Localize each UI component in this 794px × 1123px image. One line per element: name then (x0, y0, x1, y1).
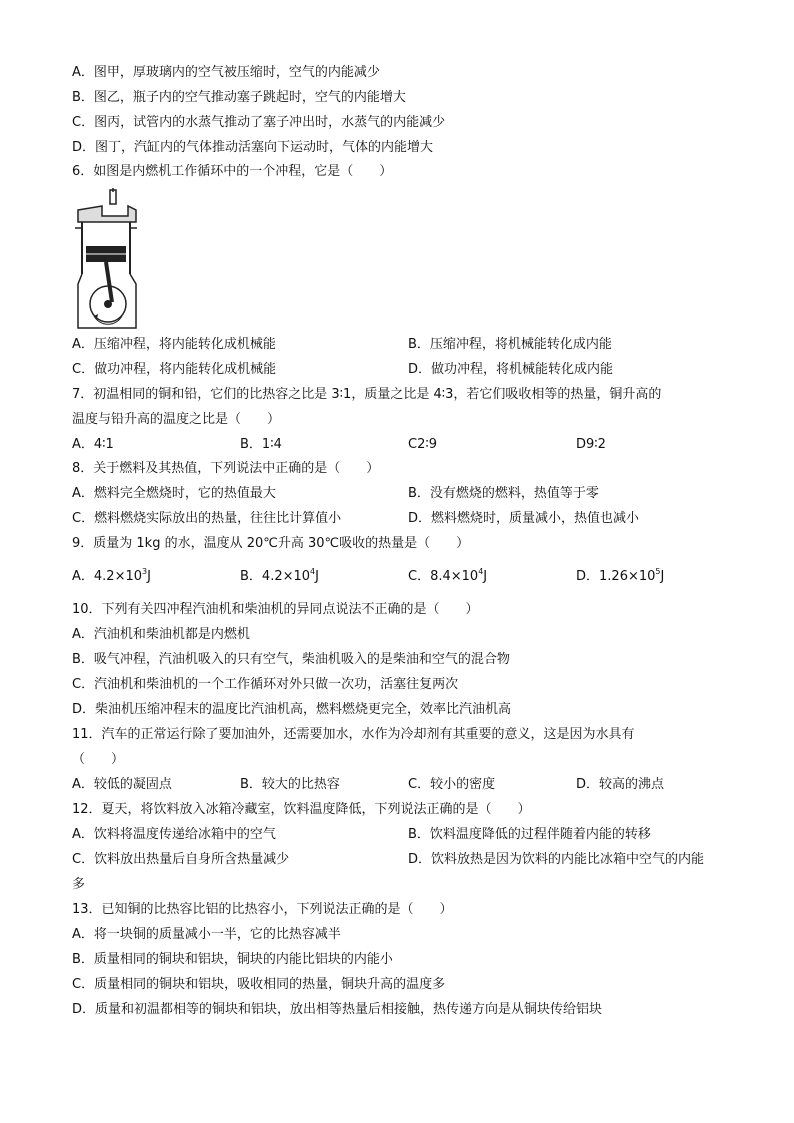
q13-stem: 13．已知铜的比热容比铝的比热容小，下列说法正确的是（ ） (72, 902, 453, 917)
q6-option-d: D．做功冲程，将机械能转化成内能 (408, 362, 614, 377)
q7-option-c: C2∶9 (408, 437, 438, 452)
q8-option-a: A．燃料完全燃烧时，它的热值最大 (72, 486, 276, 501)
q11-option-b: B．较大的比热容 (240, 777, 340, 792)
q9-option-c: C．$8.4\times 10^4J$ (408, 567, 488, 584)
q6-option-a: A．压缩冲程，将内能转化成机械能 (72, 337, 276, 352)
q7-stem-line1: 7．初温相同的铜和铅，它们的比热容之比是 3∶1，质量之比是 4∶3，若它们吸收相等的热量，铜升高的 (72, 387, 662, 402)
q11-option-c: C．较小的密度 (408, 777, 496, 792)
q11-stem-line2: （ ） (72, 752, 125, 767)
q5-option-d: D．图丁，汽缸内的气体推动活塞向下运动时，气体的内能增大 (72, 140, 434, 155)
q7-stem-line2: 温度与铅升高的温度之比是（ ） (72, 412, 281, 427)
q6-option-c: C．做功冲程，将内能转化成机械能 (72, 362, 277, 377)
q11-stem-line1: 11．汽车的正常运行除了要加油外，还需要加水，水作为冷却剂有其重要的意义，这是因为水具有 (72, 727, 635, 742)
q8-option-b: B．没有燃烧的燃料，热值等于零 (408, 486, 599, 501)
q12-option-b: B．饮料温度降低的过程伴随着内能的转移 (408, 827, 651, 842)
q8-stem: 8．关于燃料及其热值，下列说法中正确的是（ ） (72, 461, 380, 476)
q10-stem: 10．下列有关四冲程汽油机和柴油机的异同点说法不正确的是（ ） (72, 602, 479, 617)
q13-option-c: C．质量相同的铜块和铝块，吸收相同的热量，铜块升高的温度多 (72, 977, 446, 992)
q10-option-d: D．柴油机压缩冲程末的温度比汽油机高，燃料燃烧更完全，效率比汽油机高 (72, 702, 512, 717)
q10-option-a: A．汽油机和柴油机都是内燃机 (72, 627, 250, 642)
q7-option-b: B．1∶4 (240, 437, 282, 452)
q13-option-b: B．质量相同的铜块和铝块，铜块的内能比铝块的内能小 (72, 952, 393, 967)
q7-option-d: D9∶2 (576, 437, 606, 452)
q9-option-d: D．$1.26\times 10^5J$ (576, 567, 665, 584)
q9-stem: 9．质量为 1kg 的水，温度从 20℃升高 30℃吸收的热量是（ ） (72, 536, 470, 551)
q10-option-c: C．汽油机和柴油机的一个工作循环对外只做一次功，活塞往复两次 (72, 677, 459, 692)
q6-option-b: B．压缩冲程，将机械能转化成内能 (408, 337, 612, 352)
q7-option-a: A．4∶1 (72, 437, 114, 452)
q11-option-a: A．较低的凝固点 (72, 777, 172, 792)
q12-stem: 12．夏天，将饮料放入冰箱冷藏室，饮料温度降低，下列说法正确的是（ ） (72, 802, 531, 817)
q5-option-b: B．图乙，瓶子内的空气推动塞子跳起时，空气的内能增大 (72, 90, 406, 105)
q9-option-b: B．$4.2\times 10^4J$ (240, 567, 319, 584)
q12-option-a: A．饮料将温度传递给冰箱中的空气 (72, 827, 276, 842)
q5-option-a: A．图甲，厚玻璃内的空气被压缩时，空气的内能减少 (72, 65, 380, 80)
q10-option-b: B．吸气冲程，汽油机吸入的只有空气，柴油机吸入的是柴油和空气的混合物 (72, 652, 510, 667)
q8-option-d: D．燃料燃烧时，质量减小，热值也减小 (408, 511, 640, 526)
q6-stem: 6．如图是内燃机工作循环中的一个冲程，它是（ ） (72, 164, 393, 179)
engine-stroke-diagram-icon (72, 188, 138, 330)
q12-option-d-continuation: 多 (72, 877, 86, 892)
q13-option-a: A．将一块铜的质量减小一半，它的比热容减半 (72, 927, 341, 942)
q12-option-c: C．饮料放出热量后自身所含热量减少 (72, 852, 290, 867)
q8-option-c: C．燃料燃烧实际放出的热量，往往比计算值小 (72, 511, 342, 526)
q12-option-d: D．饮料放热是因为饮料的内能比冰箱中空气的内能 (408, 852, 705, 867)
q9-option-a: A．$4.2\times 10^3J$ (72, 567, 151, 584)
q11-option-d: D．较高的沸点 (576, 777, 665, 792)
q5-option-c: C．图丙，试管内的水蒸气推动了塞子冲出时，水蒸气的内能减少 (72, 115, 446, 130)
q13-option-d: D．质量和初温都相等的铜块和铝块，放出相等热量后相接触，热传递方向是从铜块传给铝块 (72, 1002, 603, 1017)
